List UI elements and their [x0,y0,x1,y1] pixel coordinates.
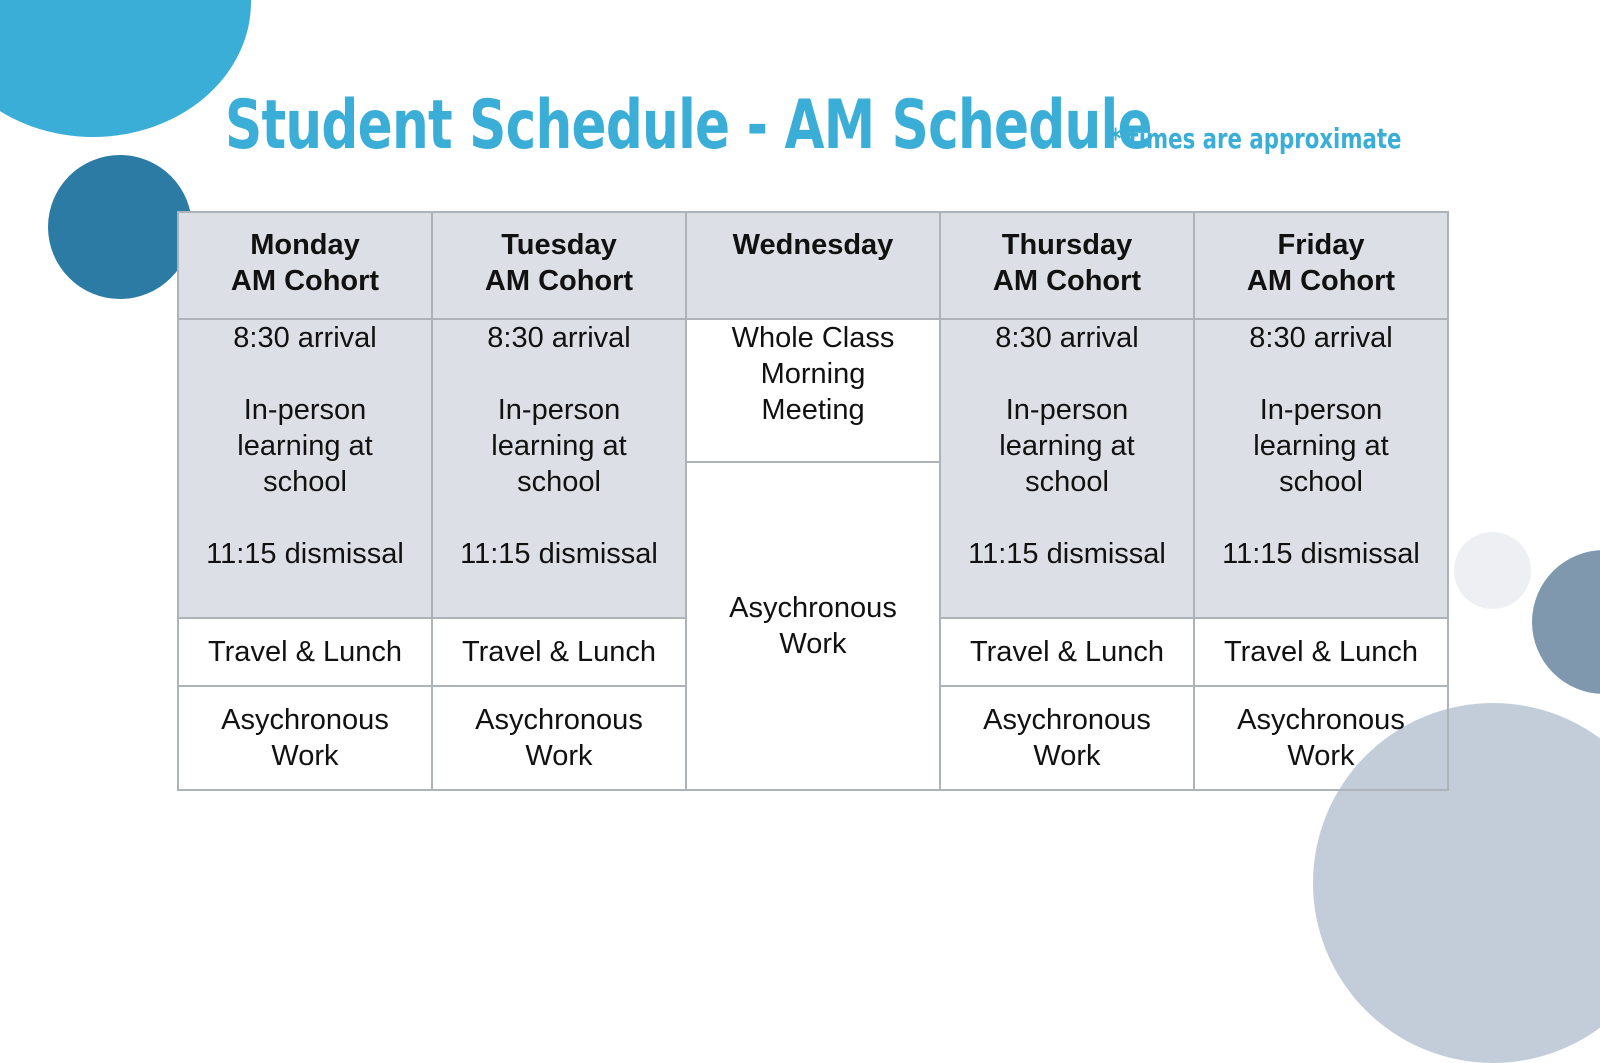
decor-circle-right [1532,550,1600,694]
tuesday-async-cell [432,686,686,790]
decor-circle-right-small [1454,532,1531,609]
learning-text: learning at [1253,429,1389,462]
async-text: Work [525,740,593,773]
wednesday-meeting-cell [686,319,940,462]
header-tuesday [432,212,686,319]
header-row [178,212,1448,319]
header-wednesday [686,212,940,319]
decor-circle-top-left [0,0,251,137]
day-cohort: AM Cohort [484,265,634,297]
monday-travel-cell: Travel & Lunch [178,618,432,686]
friday-async-cell [1194,686,1448,790]
monday-in-person-cell [178,319,432,618]
day-name: Tuesday [501,229,617,261]
learning-text: learning at [237,429,373,462]
approximate-note: * times are approximate [1110,122,1402,155]
learning-text: In-person [1259,393,1383,426]
tuesday-travel-cell: Travel & Lunch [432,618,686,686]
dismissal-time: 11:15 dismissal [968,537,1166,570]
learning-text: In-person [243,393,367,426]
thursday-async-cell [940,686,1194,790]
friday-travel-cell: Travel & Lunch [1194,618,1448,686]
morning-row [178,319,1448,462]
thursday-travel-cell: Travel & Lunch [940,618,1194,686]
schedule-table [177,211,1449,791]
decor-circle-left [48,155,192,299]
friday-in-person-cell [1194,319,1448,618]
meeting-text: Meeting [761,393,865,426]
header-thursday [940,212,1194,319]
wednesday-async-cell [686,462,940,790]
async-text: Asychronous [475,704,643,737]
day-cohort: AM Cohort [230,265,380,297]
arrival-time: 8:30 arrival [233,321,377,354]
thursday-in-person-cell [940,319,1194,618]
day-cohort: AM Cohort [992,265,1142,297]
tuesday-in-person-cell [432,319,686,618]
learning-text: school [1025,465,1109,498]
day-name: Wednesday [732,229,894,261]
meeting-text: Whole Class [731,321,895,354]
async-text: Work [1287,740,1355,773]
learning-text: school [263,465,347,498]
async-text: Work [271,740,339,773]
learning-text: learning at [491,429,627,462]
page-title: Student Schedule - AM Schedule [225,86,1152,165]
async-text: Asychronous [221,704,389,737]
arrival-time: 8:30 arrival [1249,321,1393,354]
day-cohort: AM Cohort [1246,265,1396,297]
day-name: Friday [1277,229,1365,261]
dismissal-time: 11:15 dismissal [1222,537,1420,570]
learning-text: school [517,465,601,498]
dismissal-time: 11:15 dismissal [460,537,658,570]
meeting-text: Morning [760,357,866,390]
arrival-time: 8:30 arrival [487,321,631,354]
learning-text: In-person [497,393,621,426]
dismissal-time: 11:15 dismissal [206,537,404,570]
learning-text: learning at [999,429,1135,462]
learning-text: In-person [1005,393,1129,426]
header-friday [1194,212,1448,319]
monday-async-cell [178,686,432,790]
day-name: Monday [250,229,360,261]
header-monday [178,212,432,319]
title-row [225,86,1494,165]
async-text: Work [779,627,847,660]
arrival-time: 8:30 arrival [995,321,1139,354]
async-text: Asychronous [983,704,1151,737]
async-text: Work [1033,740,1101,773]
learning-text: school [1279,465,1363,498]
async-text: Asychronous [729,591,897,624]
day-name: Thursday [1001,229,1133,261]
async-text: Asychronous [1237,704,1405,737]
